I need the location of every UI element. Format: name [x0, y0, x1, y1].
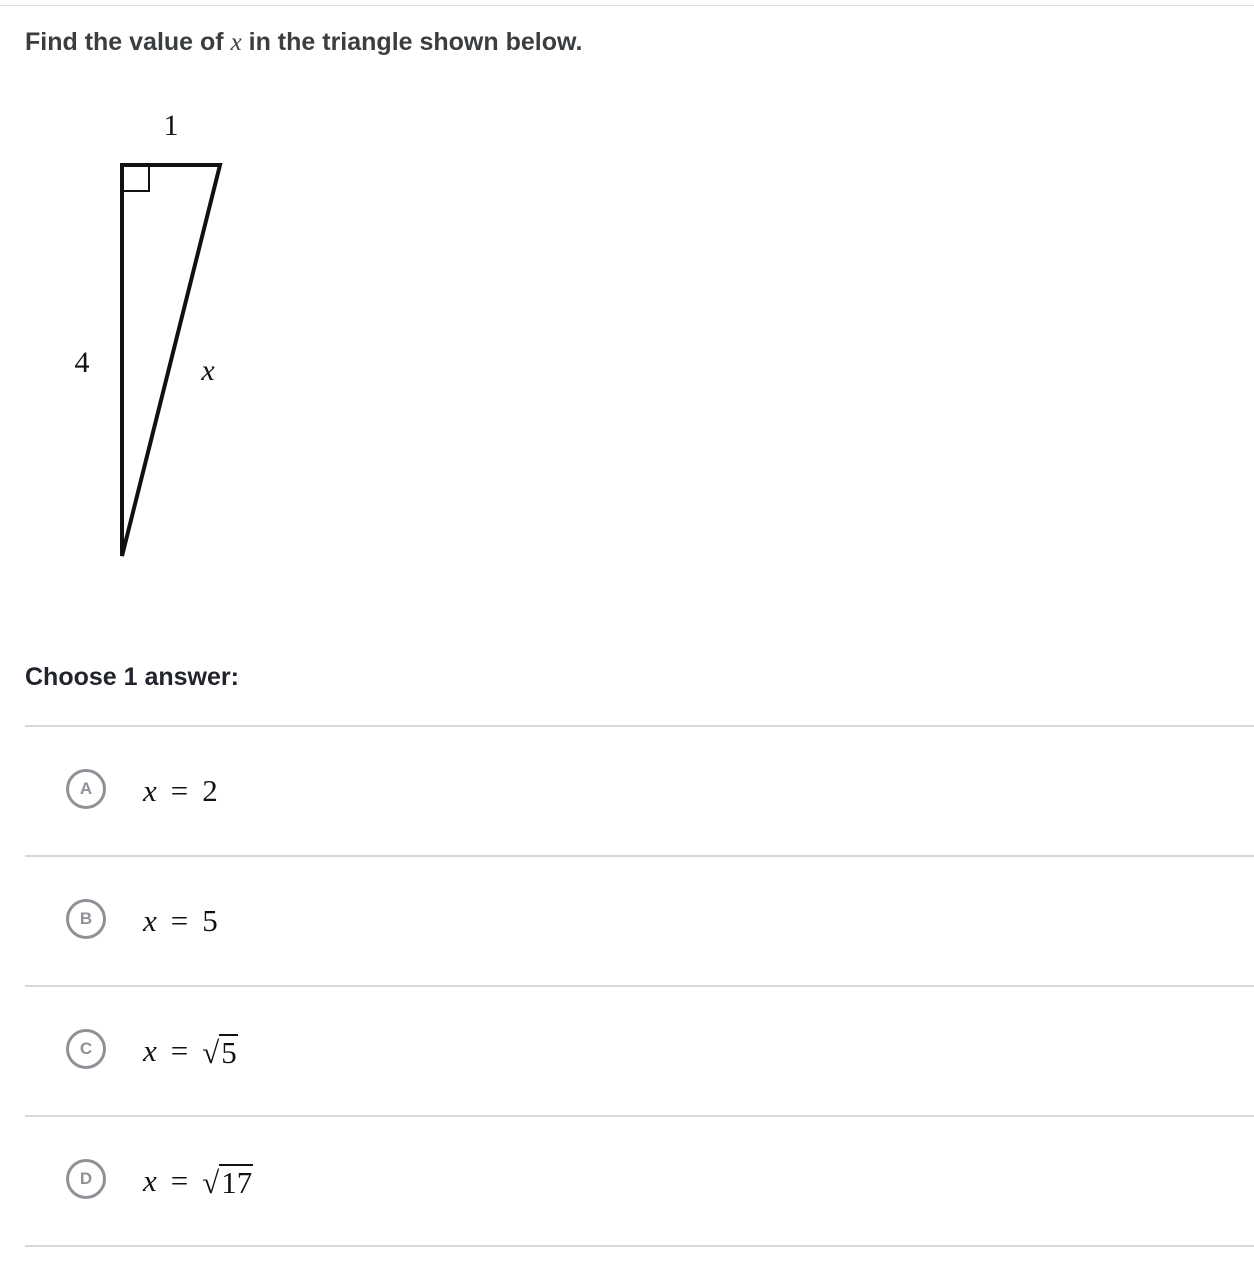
choice-c-equals: =	[170, 1033, 189, 1068]
choice-b-value: 5	[202, 903, 218, 938]
answer-choices	[25, 725, 1254, 1247]
choose-answer-prompt: Choose 1 answer:	[25, 663, 239, 691]
top-divider	[0, 5, 1254, 6]
triangle-figure	[40, 90, 280, 580]
question-text	[25, 26, 582, 59]
question-variable: x	[230, 29, 242, 56]
left-side-label: 4	[74, 346, 90, 379]
right-angle-marker	[122, 165, 149, 191]
choice-b-expression	[143, 901, 218, 941]
choice-b-letter: B	[79, 909, 93, 928]
choice-b-variable: x	[143, 903, 157, 938]
choice-d-square-root	[202, 1164, 253, 1198]
choice-d[interactable]	[25, 1117, 1254, 1247]
choice-a-equals: =	[170, 773, 189, 808]
triangle-diagram	[40, 90, 280, 580]
choice-c[interactable]	[25, 987, 1254, 1117]
square-root-icon: √	[202, 1035, 220, 1070]
choice-c-letter: C	[79, 1039, 93, 1058]
choice-a-letter: A	[79, 779, 93, 798]
choice-a-letter-circle[interactable]	[66, 769, 106, 809]
choice-b-equals: =	[170, 903, 189, 938]
choice-d-letter: D	[79, 1169, 93, 1188]
hypotenuse-label: x	[201, 354, 215, 387]
question-prefix: Find the value of	[25, 28, 231, 56]
choice-d-expression	[143, 1161, 253, 1201]
choice-b[interactable]	[25, 857, 1254, 987]
choice-a-value: 2	[202, 773, 218, 808]
choice-c-variable: x	[143, 1033, 157, 1068]
choice-d-letter-circle[interactable]	[66, 1159, 106, 1199]
choice-d-radicand: 17	[221, 1165, 253, 1200]
choice-b-letter-circle[interactable]	[66, 899, 106, 939]
choice-d-equals: =	[170, 1163, 189, 1198]
top-side-label: 1	[163, 109, 179, 142]
choice-a-variable: x	[143, 773, 157, 808]
choice-c-square-root	[202, 1034, 238, 1068]
question-suffix: in the triangle shown below.	[241, 28, 583, 56]
choice-d-variable: x	[143, 1163, 157, 1198]
square-root-icon: √	[202, 1165, 220, 1200]
choice-c-expression	[143, 1031, 238, 1071]
choice-c-letter-circle[interactable]	[66, 1029, 106, 1069]
choice-a-expression	[143, 771, 218, 811]
choice-c-radicand: 5	[221, 1035, 237, 1070]
choice-a[interactable]	[25, 727, 1254, 857]
